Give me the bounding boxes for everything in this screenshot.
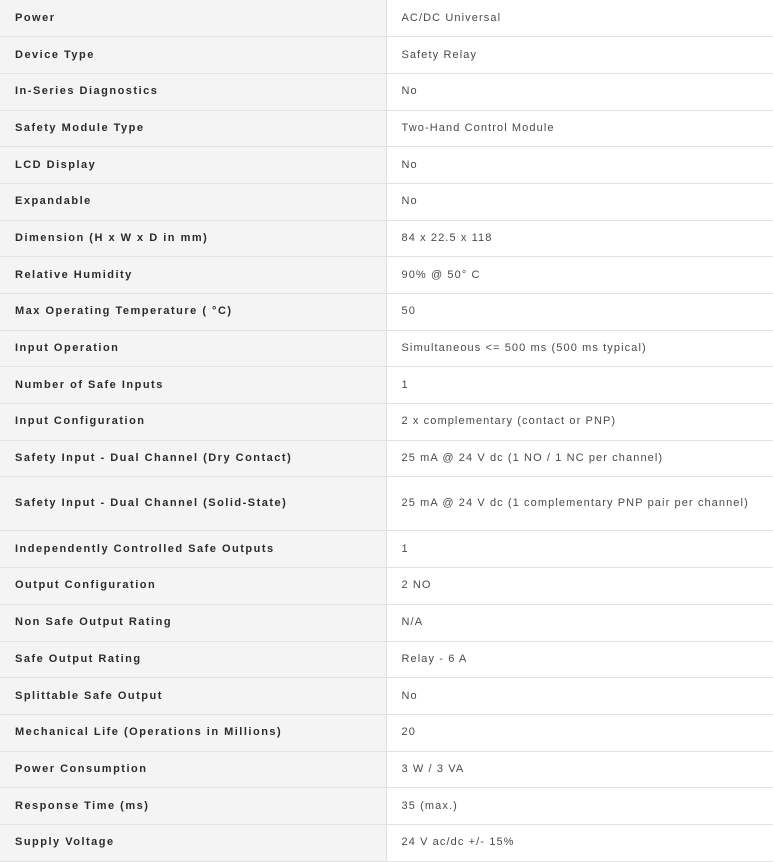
spec-row-expandable bbox=[0, 183, 773, 220]
spec-value: 2 x complementary (contact or PNP) bbox=[386, 404, 773, 441]
spec-row-dimension bbox=[0, 220, 773, 257]
spec-label: Expandable bbox=[0, 183, 386, 220]
spec-label: LCD Display bbox=[0, 147, 386, 184]
spec-label: Device Type bbox=[0, 37, 386, 74]
spec-label: Dimension (H x W x D in mm) bbox=[0, 220, 386, 257]
spec-label: Non Safe Output Rating bbox=[0, 604, 386, 641]
spec-row-input-operation bbox=[0, 330, 773, 367]
spec-label: Power bbox=[0, 0, 386, 37]
spec-value: 84 x 22.5 x 118 bbox=[386, 220, 773, 257]
spec-label: Power Consumption bbox=[0, 751, 386, 788]
spec-label: Output Configuration bbox=[0, 568, 386, 605]
spec-label: Relative Humidity bbox=[0, 257, 386, 294]
spec-value: 3 W / 3 VA bbox=[386, 751, 773, 788]
spec-value: 50 bbox=[386, 294, 773, 331]
spec-label: Independently Controlled Safe Outputs bbox=[0, 531, 386, 568]
spec-row-in-series-diagnostics bbox=[0, 73, 773, 110]
spec-value: Two-Hand Control Module bbox=[386, 110, 773, 147]
spec-value: 24 V ac/dc +/- 15% bbox=[386, 824, 773, 861]
spec-row-safety-input-dry-contact bbox=[0, 440, 773, 477]
spec-row-lcd-display bbox=[0, 147, 773, 184]
spec-label: Input Configuration bbox=[0, 404, 386, 441]
spec-row-output-configuration bbox=[0, 568, 773, 605]
spec-row-response-time bbox=[0, 788, 773, 825]
spec-row-number-of-safe-inputs bbox=[0, 367, 773, 404]
spec-label: Response Time (ms) bbox=[0, 788, 386, 825]
spec-value: 90% @ 50° C bbox=[386, 257, 773, 294]
spec-row-splittable-safe-output bbox=[0, 678, 773, 715]
spec-value: 1 bbox=[386, 531, 773, 568]
spec-label: Safety Input - Dual Channel (Dry Contact) bbox=[0, 440, 386, 477]
spec-label: Safety Module Type bbox=[0, 110, 386, 147]
spec-value: 25 mA @ 24 V dc (1 complementary PNP pair per channel) bbox=[386, 477, 773, 531]
spec-row-non-safe-output-rating bbox=[0, 604, 773, 641]
spec-row-independently-controlled-safe-outputs bbox=[0, 531, 773, 568]
spec-value: 25 mA @ 24 V dc (1 NO / 1 NC per channel) bbox=[386, 440, 773, 477]
spec-row-safe-output-rating bbox=[0, 641, 773, 678]
spec-label: Number of Safe Inputs bbox=[0, 367, 386, 404]
spec-label: Splittable Safe Output bbox=[0, 678, 386, 715]
spec-value: No bbox=[386, 147, 773, 184]
spec-value: 35 (max.) bbox=[386, 788, 773, 825]
spec-row-relative-humidity bbox=[0, 257, 773, 294]
spec-row-input-configuration bbox=[0, 404, 773, 441]
spec-value: N/A bbox=[386, 604, 773, 641]
spec-value: No bbox=[386, 183, 773, 220]
spec-value: Simultaneous <= 500 ms (500 ms typical) bbox=[386, 330, 773, 367]
spec-row-safety-module-type bbox=[0, 110, 773, 147]
spec-label: Mechanical Life (Operations in Millions) bbox=[0, 714, 386, 751]
spec-value: 1 bbox=[386, 367, 773, 404]
spec-value: 20 bbox=[386, 714, 773, 751]
spec-label: Supply Voltage bbox=[0, 824, 386, 861]
spec-row-safety-input-solid-state bbox=[0, 477, 773, 531]
spec-value: 2 NO bbox=[386, 568, 773, 605]
spec-value: No bbox=[386, 678, 773, 715]
spec-value: AC/DC Universal bbox=[386, 0, 773, 37]
spec-value: No bbox=[386, 73, 773, 110]
spec-label: Max Operating Temperature ( °C) bbox=[0, 294, 386, 331]
spec-label: Input Operation bbox=[0, 330, 386, 367]
spec-row-mechanical-life bbox=[0, 714, 773, 751]
spec-row-device-type bbox=[0, 37, 773, 74]
spec-value: Relay - 6 A bbox=[386, 641, 773, 678]
spec-label: Safe Output Rating bbox=[0, 641, 386, 678]
spec-value: Safety Relay bbox=[386, 37, 773, 74]
spec-row-power-consumption bbox=[0, 751, 773, 788]
spec-label: In-Series Diagnostics bbox=[0, 73, 386, 110]
spec-label: Safety Input - Dual Channel (Solid-State) bbox=[0, 477, 386, 531]
spec-row-power bbox=[0, 0, 773, 37]
spec-row-max-operating-temperature bbox=[0, 294, 773, 331]
spec-row-supply-voltage bbox=[0, 824, 773, 861]
